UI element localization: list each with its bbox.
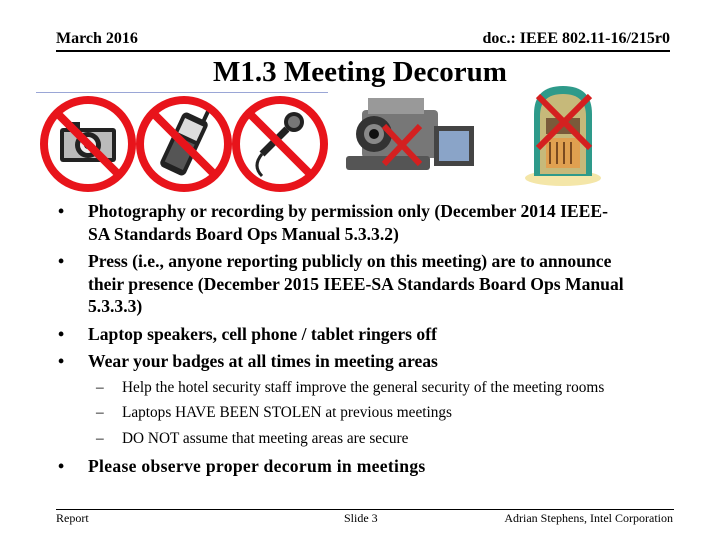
title-underline	[36, 92, 328, 93]
bullet-text: Press (i.e., anyone reporting publicly on this meeting) are to announce their presence (December 2015 IEEE-SA Standards Board Ops Manual 5.3.3.3)	[88, 251, 624, 316]
bullet-marker: •	[58, 456, 65, 476]
bullet-item-final	[58, 455, 678, 478]
bullet-item	[58, 323, 678, 346]
bullet-text: Photography or recording by permission only (December 2014 IEEE-SA Standards Board Ops Manual 5.3.3.2)	[88, 201, 608, 244]
bullet-marker: •	[58, 351, 65, 371]
bullet-marker: •	[58, 323, 65, 344]
footer-left: Report	[56, 511, 89, 525]
subbullet-text: DO NOT assume that meeting areas are secure	[122, 429, 409, 447]
bullet-marker: •	[58, 251, 65, 271]
slide-title: M1.3 Meeting Decorum	[213, 56, 507, 88]
subbullet-item	[96, 379, 678, 398]
subbullet-marker: –	[96, 404, 104, 421]
subbullet-item	[96, 430, 678, 449]
header-rule	[56, 50, 670, 52]
footer-slide-number: Slide 3	[344, 511, 378, 525]
bullet-text: Laptop speakers, cell phone / tablet ringers off	[88, 323, 437, 344]
subbullet-marker: –	[96, 429, 104, 447]
subbullet-marker: –	[96, 378, 104, 396]
header-date: March 2016	[56, 30, 138, 47]
footer-rule	[56, 509, 674, 510]
no-phone-icon	[136, 96, 232, 192]
footer-author: Adrian Stephens, Intel Corporation	[504, 511, 673, 525]
bullet-item	[58, 350, 678, 373]
subbullet-text: Laptops HAVE BEEN STOLEN at previous meetings	[122, 404, 452, 421]
bullet-list	[58, 200, 678, 483]
no-microphone-icon	[232, 96, 328, 192]
no-video-camera-icon	[340, 90, 480, 190]
bullet-text: Please observe proper decorum in meetings	[88, 456, 426, 476]
subbullet-text: Help the hotel security staff improve the general security of the meeting rooms	[122, 378, 605, 396]
no-camera-icon	[40, 96, 136, 192]
bullet-text: Wear your badges at all times in meeting areas	[88, 351, 438, 371]
bullet-marker: •	[58, 201, 65, 221]
header-doc-id: doc.: IEEE 802.11-16/215r0	[482, 30, 670, 47]
bullet-item	[58, 200, 678, 245]
no-jukebox-icon	[520, 78, 606, 188]
bullet-item	[58, 250, 678, 318]
subbullet-item	[96, 404, 678, 423]
